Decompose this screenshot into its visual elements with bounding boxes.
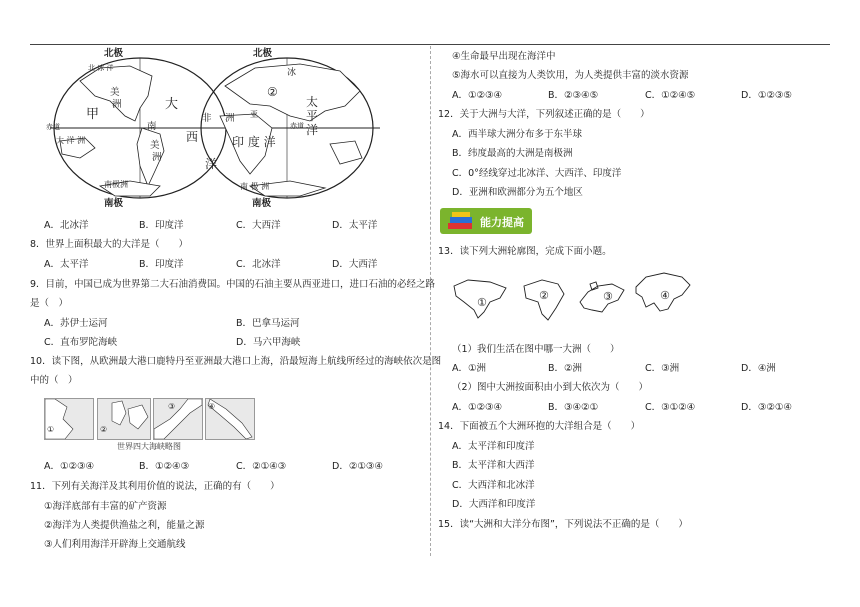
q10-option[interactable]: C．②①④③ — [236, 461, 287, 472]
q10-stem-cont: 中的（ ） — [30, 375, 78, 386]
q8-stem: 8．世界上面积最大的大洋是（ ） — [30, 239, 189, 250]
q13-sub2-option[interactable]: B．③④②① — [548, 402, 599, 413]
map-label: 南极 — [252, 198, 272, 209]
q15-stem: 15．读“大洲和大洋分布图”，下列说法不正确的是（ ） — [438, 519, 688, 530]
strait-number: ② — [100, 425, 108, 434]
q14-stem: 14．下面被五个大洲环抱的大洋组合是（ ） — [438, 421, 641, 432]
strait-number: ① — [47, 425, 55, 434]
q11-option[interactable]: A．①②③④ — [452, 90, 503, 101]
q9-stem-cont: 是（ ） — [30, 298, 69, 309]
q11-stem: 11．下列有关海洋及其利用价值的说法，正确的有（ ） — [30, 481, 280, 492]
q10-option[interactable]: B．①②④③ — [139, 461, 190, 472]
q8-option[interactable]: A．太平洋 — [44, 259, 89, 270]
q8-option[interactable]: D．大西洋 — [332, 259, 378, 270]
q12-option[interactable]: B．纬度最高的大洲是南极洲 — [452, 148, 573, 159]
q12-option[interactable]: D．亚洲和欧洲都分为五个地区 — [452, 187, 583, 198]
q13-sub2: （2）图中大洲按面积由小到大依次为（ ） — [452, 382, 649, 393]
strait-figure-3 — [153, 398, 203, 440]
map-label: ② — [267, 85, 278, 99]
q13-sub1: （1）我们生活在图中哪一大洲（ ） — [452, 344, 620, 355]
q11-item: ①海洋底部有丰富的矿产资源 — [44, 501, 167, 512]
map-label: 南 — [147, 121, 157, 132]
column-divider — [430, 46, 431, 556]
strait-number: ③ — [168, 402, 176, 411]
q11-item: ②海洋为人类提供渔盐之利，能量之源 — [44, 520, 205, 531]
map-label: 赤道 — [46, 123, 60, 131]
q9-option[interactable]: A．苏伊士运河 — [44, 318, 108, 329]
map-label: 洋 — [205, 157, 218, 171]
continent-number: ① — [477, 296, 487, 309]
map-label: 西 — [186, 130, 199, 144]
map-label: 南极洲 — [104, 180, 128, 189]
map-label: 甲 — [86, 107, 100, 122]
q7-option[interactable]: B．印度洋 — [139, 220, 184, 231]
q11-item: ④生命最早出现在海洋中 — [452, 51, 556, 62]
map-label: 非 — [202, 113, 212, 124]
q14-option[interactable]: D．大西洋和印度洋 — [452, 499, 536, 510]
map-label: 南 极 洲 — [240, 182, 270, 191]
q9-stem: 9．目前，中国已成为世界第二大石油消费国。中国的石油主要从西亚进口，进口石油的必经之路 — [30, 279, 436, 290]
map-label: 大 洋 洲 — [56, 136, 86, 145]
q13-stem: 13．读下列大洲轮廓图，完成下面小题。 — [438, 246, 612, 257]
q12-stem: 12．关于大洲与大洋，下列叙述正确的是（ ） — [438, 109, 650, 120]
q13-sub1-option[interactable]: C．③洲 — [645, 363, 680, 374]
q13-sub1-option[interactable]: A．①洲 — [452, 363, 487, 374]
q11-option[interactable]: B．②③④⑤ — [548, 90, 599, 101]
continent-number: ④ — [660, 289, 670, 302]
q9-option[interactable]: D．马六甲海峡 — [236, 337, 301, 348]
q11-option[interactable]: D．①②③⑤ — [741, 90, 792, 101]
map-label: 美 — [110, 87, 120, 98]
section-badge-label: 能力提高 — [480, 216, 524, 229]
map-label: 北极 — [104, 48, 124, 59]
continent-number: ② — [539, 289, 549, 302]
map-label: 北 冰 洋 — [88, 64, 114, 72]
q12-option[interactable]: A．西半球大洲分布多于东半球 — [452, 129, 582, 140]
q9-option[interactable]: C．直布罗陀海峡 — [44, 337, 118, 348]
q14-option[interactable]: B．太平洋和大西洋 — [452, 460, 535, 471]
continent-number: ③ — [603, 290, 613, 303]
map-label: 赤道 — [290, 122, 304, 130]
map-label: 太 — [306, 95, 319, 109]
q13-sub1-option[interactable]: B．②洲 — [548, 363, 583, 374]
q10-stem: 10．读下图，从欧洲最大港口鹿特丹至亚洲最大港口上海，沿最短海上航线所经过的海峡依次是图 — [30, 356, 442, 367]
q8-option[interactable]: B．印度洋 — [139, 259, 184, 270]
continent-outline-3 — [576, 280, 628, 318]
q7-option[interactable]: C．大西洋 — [236, 220, 281, 231]
section-badge — [440, 208, 532, 234]
q11-option[interactable]: C．①②④⑤ — [645, 90, 696, 101]
q7-option[interactable]: A．北冰洋 — [44, 220, 89, 231]
map-label: 洋 — [306, 123, 319, 137]
strait-number: ④ — [208, 402, 216, 411]
map-label: 印 度 洋 — [232, 135, 276, 149]
q14-option[interactable]: A．太平洋和印度洋 — [452, 441, 535, 452]
q12-option[interactable]: C．0°经线穿过北冰洋、大西洋、印度洋 — [452, 168, 622, 179]
q13-sub2-option[interactable]: A．①②③④ — [452, 402, 503, 413]
q13-sub2-option[interactable]: C．③①②④ — [645, 402, 696, 413]
map-label: 南极 — [104, 198, 124, 209]
q9-option[interactable]: B．巴拿马运河 — [236, 318, 300, 329]
map-label: 洲 — [152, 152, 162, 163]
q13-sub1-option[interactable]: D．④洲 — [741, 363, 776, 374]
map-label: 亚 — [250, 110, 258, 119]
header-rule — [30, 44, 830, 45]
map-label: 北极 — [253, 48, 273, 59]
q7-option[interactable]: D．太平洋 — [332, 220, 378, 231]
map-label: 美 — [150, 140, 160, 151]
q13-sub2-option[interactable]: D．③②①④ — [741, 402, 792, 413]
q10-option[interactable]: D．②①③④ — [332, 461, 383, 472]
strait-figure-caption: 世界四大海峡略图 — [117, 442, 181, 451]
map-label: 大 — [165, 97, 179, 112]
q10-option[interactable]: A．①②③④ — [44, 461, 95, 472]
books-icon — [446, 211, 476, 231]
map-label: 洲 — [112, 99, 122, 110]
q8-option[interactable]: C．北冰洋 — [236, 259, 281, 270]
q11-item: ③人们利用海洋开辟海上交通航线 — [44, 539, 186, 550]
map-label: 洲 — [225, 113, 235, 124]
map-label: 冰 — [287, 68, 297, 78]
map-label: 平 — [306, 109, 319, 123]
q11-item: ⑤海水可以直接为人类饮用，为人类提供丰富的淡水资源 — [452, 70, 689, 81]
q14-option[interactable]: C．大西洋和北冰洋 — [452, 480, 535, 491]
